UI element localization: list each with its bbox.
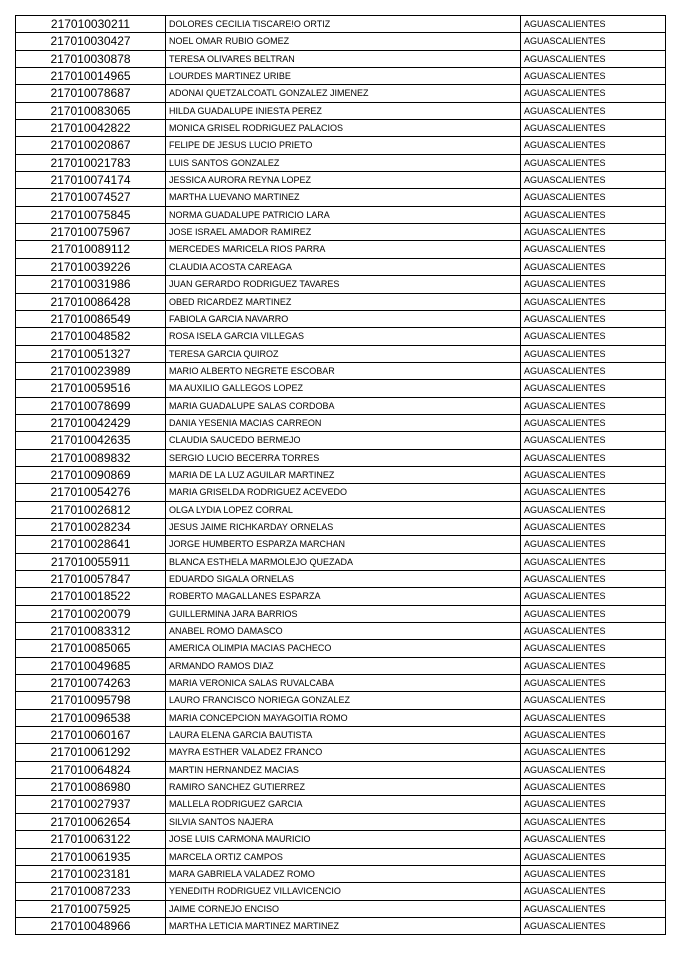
state-cell: AGUASCALIENTES: [521, 883, 666, 900]
state-cell: AGUASCALIENTES: [521, 761, 666, 778]
state-cell: AGUASCALIENTES: [521, 779, 666, 796]
folio-cell: 217010031986: [16, 276, 166, 293]
state-cell: AGUASCALIENTES: [521, 536, 666, 553]
state-cell: AGUASCALIENTES: [521, 258, 666, 275]
state-cell: AGUASCALIENTES: [521, 553, 666, 570]
folio-cell: 217010030878: [16, 50, 166, 67]
name-cell: ROBERTO MAGALLANES ESPARZA: [166, 588, 521, 605]
state-cell: AGUASCALIENTES: [521, 293, 666, 310]
table-row: [16, 172, 666, 189]
table-row: [16, 432, 666, 449]
table-row: [16, 675, 666, 692]
table-row: [16, 16, 666, 33]
table-row: [16, 293, 666, 310]
state-cell: AGUASCALIENTES: [521, 241, 666, 258]
folio-cell: 217010078699: [16, 397, 166, 414]
state-cell: AGUASCALIENTES: [521, 189, 666, 206]
folio-cell: 217010074527: [16, 189, 166, 206]
table-row: [16, 258, 666, 275]
folio-cell: 217010085065: [16, 640, 166, 657]
folio-cell: 217010054276: [16, 484, 166, 501]
folio-cell: 217010062654: [16, 813, 166, 830]
table-row: [16, 709, 666, 726]
name-cell: HILDA GUADALUPE INIESTA PEREZ: [166, 102, 521, 119]
state-cell: AGUASCALIENTES: [521, 380, 666, 397]
state-cell: AGUASCALIENTES: [521, 640, 666, 657]
name-cell: MARTHA LETICIA MARTINEZ MARTINEZ: [166, 917, 521, 934]
table-row: [16, 518, 666, 535]
name-cell: MARIA DE LA LUZ AGUILAR MARTINEZ: [166, 466, 521, 483]
folio-cell: 217010042635: [16, 432, 166, 449]
table-row: [16, 466, 666, 483]
table-row: [16, 276, 666, 293]
state-cell: AGUASCALIENTES: [521, 449, 666, 466]
name-cell: LOURDES MARTINEZ URIBE: [166, 68, 521, 85]
folio-cell: 217010064824: [16, 761, 166, 778]
name-cell: DOLORES CECILIA TISCARE!O ORTIZ: [166, 16, 521, 33]
name-cell: GUILLERMINA JARA BARRIOS: [166, 605, 521, 622]
name-cell: JORGE HUMBERTO ESPARZA MARCHAN: [166, 536, 521, 553]
table-row: [16, 484, 666, 501]
folio-cell: 217010086428: [16, 293, 166, 310]
table-row: [16, 85, 666, 102]
state-cell: AGUASCALIENTES: [521, 16, 666, 33]
name-cell: MARIA GRISELDA RODRIGUEZ ACEVEDO: [166, 484, 521, 501]
table-row: [16, 623, 666, 640]
table-row: [16, 189, 666, 206]
folio-cell: 217010028641: [16, 536, 166, 553]
name-cell: EDUARDO SIGALA ORNELAS: [166, 571, 521, 588]
name-cell: NOEL OMAR RUBIO GOMEZ: [166, 33, 521, 50]
name-cell: TERESA OLIVARES BELTRAN: [166, 50, 521, 67]
name-cell: MARCELA ORTIZ CAMPOS: [166, 848, 521, 865]
name-cell: BLANCA ESTHELA MARMOLEJO QUEZADA: [166, 553, 521, 570]
state-cell: AGUASCALIENTES: [521, 224, 666, 241]
folio-cell: 217010055911: [16, 553, 166, 570]
name-cell: JESUS JAIME RICHKARDAY ORNELAS: [166, 518, 521, 535]
folio-cell: 217010086980: [16, 779, 166, 796]
state-cell: AGUASCALIENTES: [521, 276, 666, 293]
folio-cell: 217010027937: [16, 796, 166, 813]
table-row: [16, 449, 666, 466]
state-cell: AGUASCALIENTES: [521, 917, 666, 934]
state-cell: AGUASCALIENTES: [521, 727, 666, 744]
table-row: [16, 588, 666, 605]
name-cell: ARMANDO RAMOS DIAZ: [166, 657, 521, 674]
folio-cell: 217010028234: [16, 518, 166, 535]
state-cell: AGUASCALIENTES: [521, 588, 666, 605]
table-row: [16, 865, 666, 882]
table-row: [16, 605, 666, 622]
table-row: [16, 796, 666, 813]
table-row: [16, 206, 666, 223]
table-row: [16, 102, 666, 119]
folio-cell: 217010059516: [16, 380, 166, 397]
folio-cell: 217010023181: [16, 865, 166, 882]
state-cell: AGUASCALIENTES: [521, 345, 666, 362]
table-row: [16, 640, 666, 657]
state-cell: AGUASCALIENTES: [521, 466, 666, 483]
name-cell: OLGA LYDIA LOPEZ CORRAL: [166, 501, 521, 518]
folio-cell: 217010020079: [16, 605, 166, 622]
state-cell: AGUASCALIENTES: [521, 328, 666, 345]
state-cell: AGUASCALIENTES: [521, 397, 666, 414]
name-cell: OBED RICARDEZ MARTINEZ: [166, 293, 521, 310]
state-cell: AGUASCALIENTES: [521, 518, 666, 535]
state-cell: AGUASCALIENTES: [521, 206, 666, 223]
folio-cell: 217010089112: [16, 241, 166, 258]
folio-cell: 217010030427: [16, 33, 166, 50]
state-cell: AGUASCALIENTES: [521, 865, 666, 882]
name-cell: SILVIA SANTOS NAJERA: [166, 813, 521, 830]
name-cell: MARTIN HERNANDEZ MACIAS: [166, 761, 521, 778]
state-cell: AGUASCALIENTES: [521, 137, 666, 154]
folio-cell: 217010086549: [16, 310, 166, 327]
state-cell: AGUASCALIENTES: [521, 414, 666, 431]
name-cell: MAYRA ESTHER VALADEZ FRANCO: [166, 744, 521, 761]
table-row: [16, 345, 666, 362]
folio-cell: 217010074174: [16, 172, 166, 189]
state-cell: AGUASCALIENTES: [521, 50, 666, 67]
table-row: [16, 414, 666, 431]
state-cell: AGUASCALIENTES: [521, 813, 666, 830]
name-cell: LUIS SANTOS GONZALEZ: [166, 154, 521, 171]
name-cell: YENEDITH RODRIGUEZ VILLAVICENCIO: [166, 883, 521, 900]
table-row: [16, 501, 666, 518]
table-row: [16, 900, 666, 917]
name-cell: FABIOLA GARCIA NAVARRO: [166, 310, 521, 327]
state-cell: AGUASCALIENTES: [521, 33, 666, 50]
state-cell: AGUASCALIENTES: [521, 657, 666, 674]
table-row: [16, 727, 666, 744]
name-cell: CLAUDIA ACOSTA CAREAGA: [166, 258, 521, 275]
table-row: [16, 761, 666, 778]
name-cell: ADONAI QUETZALCOATL GONZALEZ JIMENEZ: [166, 85, 521, 102]
table-row: [16, 362, 666, 379]
table-row: [16, 33, 666, 50]
state-cell: AGUASCALIENTES: [521, 501, 666, 518]
table-row: [16, 917, 666, 934]
table-row: [16, 50, 666, 67]
folio-cell: 217010026812: [16, 501, 166, 518]
state-cell: AGUASCALIENTES: [521, 68, 666, 85]
folio-cell: 217010042429: [16, 414, 166, 431]
table-row: [16, 310, 666, 327]
state-cell: AGUASCALIENTES: [521, 571, 666, 588]
name-cell: MONICA GRISEL RODRIGUEZ PALACIOS: [166, 120, 521, 137]
state-cell: AGUASCALIENTES: [521, 310, 666, 327]
folio-cell: 217010075925: [16, 900, 166, 917]
folio-cell: 217010063122: [16, 831, 166, 848]
name-cell: JAIME CORNEJO ENCISO: [166, 900, 521, 917]
name-cell: LAURA ELENA GARCIA BAUTISTA: [166, 727, 521, 744]
table-row: [16, 241, 666, 258]
state-cell: AGUASCALIENTES: [521, 362, 666, 379]
state-cell: AGUASCALIENTES: [521, 709, 666, 726]
table-row: [16, 397, 666, 414]
table-row: [16, 571, 666, 588]
folio-cell: 217010087233: [16, 883, 166, 900]
table-row: [16, 779, 666, 796]
folio-cell: 217010090869: [16, 466, 166, 483]
name-cell: MARIA VERONICA SALAS RUVALCABA: [166, 675, 521, 692]
name-cell: CLAUDIA SAUCEDO BERMEJO: [166, 432, 521, 449]
name-cell: SERGIO LUCIO BECERRA TORRES: [166, 449, 521, 466]
name-cell: FELIPE DE JESUS LUCIO PRIETO: [166, 137, 521, 154]
folio-cell: 217010075845: [16, 206, 166, 223]
state-cell: AGUASCALIENTES: [521, 848, 666, 865]
name-cell: JUAN GERARDO RODRIGUEZ TAVARES: [166, 276, 521, 293]
name-cell: NORMA GUADALUPE PATRICIO LARA: [166, 206, 521, 223]
table-row: [16, 120, 666, 137]
folio-cell: 217010018522: [16, 588, 166, 605]
state-cell: AGUASCALIENTES: [521, 900, 666, 917]
folio-cell: 217010039226: [16, 258, 166, 275]
folio-cell: 217010049685: [16, 657, 166, 674]
name-cell: MALLELA RODRIGUEZ GARCIA: [166, 796, 521, 813]
folio-cell: 217010075967: [16, 224, 166, 241]
folio-cell: 217010014965: [16, 68, 166, 85]
state-cell: AGUASCALIENTES: [521, 432, 666, 449]
table-row: [16, 848, 666, 865]
state-cell: AGUASCALIENTES: [521, 796, 666, 813]
table-row: [16, 68, 666, 85]
state-cell: AGUASCALIENTES: [521, 831, 666, 848]
folio-cell: 217010057847: [16, 571, 166, 588]
name-cell: LAURO FRANCISCO NORIEGA GONZALEZ: [166, 692, 521, 709]
name-cell: TERESA GARCIA QUIROZ: [166, 345, 521, 362]
name-cell: MARIO ALBERTO NEGRETE ESCOBAR: [166, 362, 521, 379]
folio-cell: 217010023989: [16, 362, 166, 379]
table-row: [16, 831, 666, 848]
folio-cell: 217010030211: [16, 16, 166, 33]
state-cell: AGUASCALIENTES: [521, 484, 666, 501]
name-cell: JOSE ISRAEL AMADOR RAMIREZ: [166, 224, 521, 241]
state-cell: AGUASCALIENTES: [521, 102, 666, 119]
name-cell: MARIA CONCEPCION MAYAGOITIA ROMO: [166, 709, 521, 726]
table-row: [16, 328, 666, 345]
folio-cell: 217010020867: [16, 137, 166, 154]
records-body: [16, 16, 666, 935]
state-cell: AGUASCALIENTES: [521, 623, 666, 640]
name-cell: MA AUXILIO GALLEGOS LOPEZ: [166, 380, 521, 397]
state-cell: AGUASCALIENTES: [521, 692, 666, 709]
records-table: [15, 15, 666, 935]
folio-cell: 217010061292: [16, 744, 166, 761]
table-row: [16, 553, 666, 570]
name-cell: DANIA YESENIA MACIAS CARREON: [166, 414, 521, 431]
state-cell: AGUASCALIENTES: [521, 154, 666, 171]
folio-cell: 217010048966: [16, 917, 166, 934]
name-cell: MARIA GUADALUPE SALAS CORDOBA: [166, 397, 521, 414]
folio-cell: 217010042822: [16, 120, 166, 137]
folio-cell: 217010083065: [16, 102, 166, 119]
state-cell: AGUASCALIENTES: [521, 605, 666, 622]
folio-cell: 217010021783: [16, 154, 166, 171]
folio-cell: 217010095798: [16, 692, 166, 709]
name-cell: ANABEL ROMO DAMASCO: [166, 623, 521, 640]
table-row: [16, 380, 666, 397]
folio-cell: 217010051327: [16, 345, 166, 362]
name-cell: MARA GABRIELA VALADEZ ROMO: [166, 865, 521, 882]
table-row: [16, 692, 666, 709]
table-row: [16, 154, 666, 171]
state-cell: AGUASCALIENTES: [521, 85, 666, 102]
table-row: [16, 536, 666, 553]
table-row: [16, 224, 666, 241]
state-cell: AGUASCALIENTES: [521, 120, 666, 137]
name-cell: ROSA ISELA GARCIA VILLEGAS: [166, 328, 521, 345]
name-cell: RAMIRO SANCHEZ GUTIERREZ: [166, 779, 521, 796]
table-row: [16, 744, 666, 761]
name-cell: AMERICA OLIMPIA MACIAS PACHECO: [166, 640, 521, 657]
table-row: [16, 883, 666, 900]
table-row: [16, 137, 666, 154]
folio-cell: 217010089832: [16, 449, 166, 466]
name-cell: JOSE LUIS CARMONA MAURICIO: [166, 831, 521, 848]
folio-cell: 217010096538: [16, 709, 166, 726]
folio-cell: 217010048582: [16, 328, 166, 345]
state-cell: AGUASCALIENTES: [521, 675, 666, 692]
table-row: [16, 657, 666, 674]
folio-cell: 217010078687: [16, 85, 166, 102]
folio-cell: 217010061935: [16, 848, 166, 865]
name-cell: MERCEDES MARICELA RIOS PARRA: [166, 241, 521, 258]
folio-cell: 217010074263: [16, 675, 166, 692]
state-cell: AGUASCALIENTES: [521, 744, 666, 761]
folio-cell: 217010083312: [16, 623, 166, 640]
name-cell: MARTHA LUEVANO MARTINEZ: [166, 189, 521, 206]
state-cell: AGUASCALIENTES: [521, 172, 666, 189]
name-cell: JESSICA AURORA REYNA LOPEZ: [166, 172, 521, 189]
folio-cell: 217010060167: [16, 727, 166, 744]
table-row: [16, 813, 666, 830]
